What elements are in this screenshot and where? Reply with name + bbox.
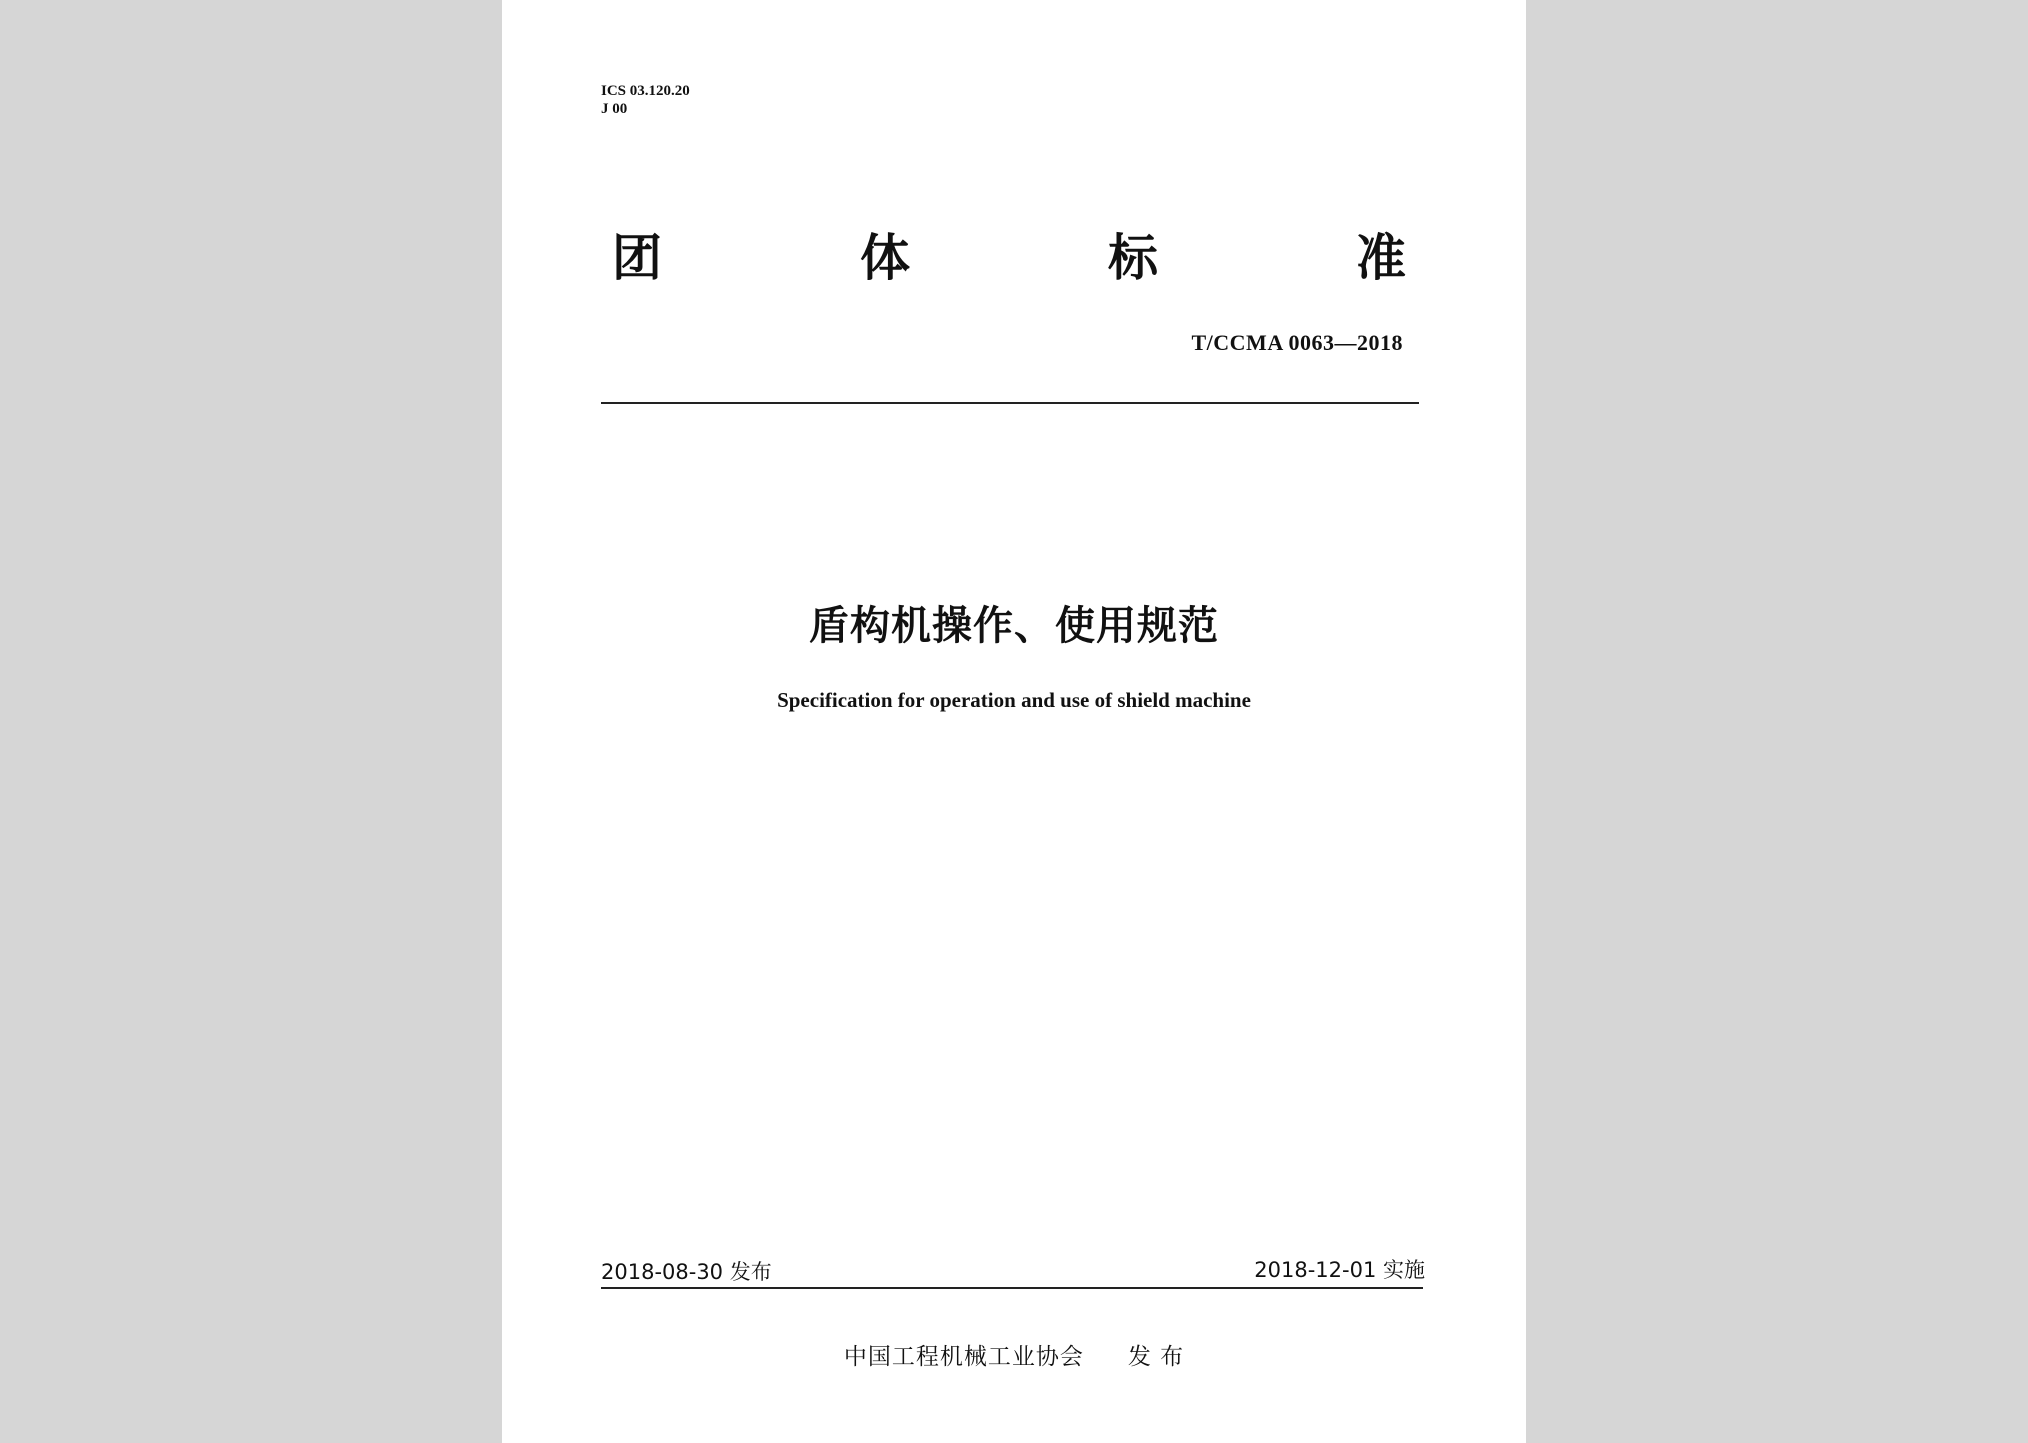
footer-divider <box>601 1287 1423 1289</box>
publisher-name: 中国工程机械工业协会 <box>843 1344 1084 1370</box>
document-cover-page <box>502 0 1526 1443</box>
document-title-chinese: 盾构机操作、使用规范 <box>809 603 1219 649</box>
standard-number: T/CCMA 0063—2018 <box>1191 330 1403 355</box>
standard-type-char: 体 <box>860 229 910 287</box>
standard-type-char: 准 <box>1356 229 1406 287</box>
ics-code: ICS 03.120.20 <box>601 83 690 99</box>
publish-date: 2018-08-30 发布 <box>601 1260 772 1284</box>
effective-date: 2018-12-01 实施 <box>1254 1258 1425 1282</box>
classification-code: J 00 <box>601 101 628 117</box>
publisher-line <box>502 1338 1526 1371</box>
standard-type-heading <box>612 230 1406 286</box>
publisher-action: 发 布 <box>1127 1344 1185 1370</box>
document-title-english: Specification for operation and use of shield machine <box>777 688 1251 712</box>
standard-type-char: 标 <box>1108 229 1158 287</box>
standard-type-char: 团 <box>612 229 662 287</box>
header-divider <box>601 402 1419 404</box>
